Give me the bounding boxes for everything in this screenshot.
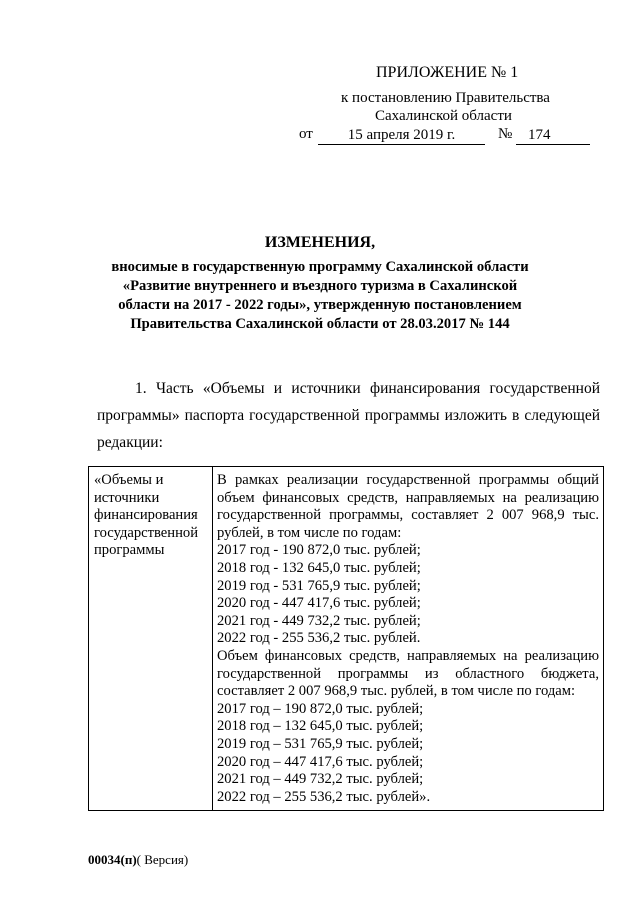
content-line: В рамках реализации государственной программы общий [217, 472, 599, 488]
subtitle-line: вносимые в государственную программу Сахалинской области [111, 259, 529, 275]
number-label: № [498, 126, 513, 142]
document-subtitle [100, 258, 540, 334]
body-paragraph [97, 375, 600, 456]
content-line: 2018 год – 132 645,0 тыс. рублей; [217, 718, 424, 735]
footer-code-text: 00034(п) [88, 852, 137, 867]
subtitle-line: Правительства Сахалинской области от 28.03.2017 № 144 [130, 316, 510, 332]
label-line: программы [94, 542, 165, 559]
table-cell-label [89, 467, 213, 811]
financing-table [88, 466, 604, 811]
date-field: 15 апреля 2019 г. [318, 126, 485, 145]
content-line: объем финансовых средств, направляемых на реализацию [217, 489, 599, 506]
content-line: 2021 год – 449 732,2 тыс. рублей; [217, 771, 424, 788]
content-line: составляет 2 007 968,9 тыс. рублей, в том числе по годам: [217, 683, 576, 700]
paragraph-line: программы» паспорта государственной программы изложить в следующей [97, 407, 600, 424]
paragraph-line: редакции: [97, 434, 163, 451]
content-line: 2022 год – 255 536,2 тыс. рублей». [217, 788, 431, 805]
subtitle-line: «Развитие внутреннего и въездного туризма в Сахалинской [122, 278, 518, 294]
appendix-line-1: к постановлению Правительства [341, 90, 550, 106]
label-line: финансирования [94, 507, 198, 524]
paragraph-line: 1. Часть «Объемы и источники финансирования государственной [135, 380, 600, 397]
from-label: от [299, 126, 313, 142]
content-line: государственной программы, составляет 2 007 968,9 тыс. [217, 507, 599, 524]
content-line: рублей, в том числе по годам: [217, 524, 402, 541]
appendix-line-2: Сахалинской области [375, 108, 512, 124]
content-line: 2022 год - 255 536,2 тыс. рублей. [217, 630, 421, 647]
content-line: государственной программы из областного бюджета, [217, 665, 599, 682]
appendix-title: ПРИЛОЖЕНИЕ № 1 [376, 64, 519, 81]
content-line: Объем финансовых средств, направляемых на реализацию [217, 647, 599, 664]
label-line: государственной [94, 524, 199, 541]
content-line: 2019 год - 531 765,9 тыс. рублей; [217, 577, 421, 594]
content-line: 2020 год - 447 417,6 тыс. рублей; [217, 595, 421, 612]
table-row [89, 467, 604, 811]
content-line: 2019 год – 531 765,9 тыс. рублей; [217, 735, 424, 752]
subtitle-line: области на 2017 - 2022 годы», утвержденную постановлением [118, 297, 522, 313]
content-line: 2021 год - 449 732,2 тыс. рублей; [217, 612, 421, 629]
label-line: источники [94, 489, 160, 506]
number-field: 174 [516, 126, 590, 145]
table-cell-content [213, 467, 604, 811]
content-line: 2017 год – 190 872,0 тыс. рублей; [217, 700, 424, 717]
footer-code [88, 852, 188, 868]
document-title: ИЗМЕНЕНИЯ, [264, 234, 376, 251]
content-line: 2017 год - 190 872,0 тыс. рублей; [217, 542, 421, 559]
content-line: 2018 год - 132 645,0 тыс. рублей; [217, 559, 421, 576]
content-line: 2020 год – 447 417,6 тыс. рублей; [217, 753, 424, 770]
footer-version: ( Версия) [136, 852, 189, 867]
label-line: «Объемы и [94, 472, 164, 488]
